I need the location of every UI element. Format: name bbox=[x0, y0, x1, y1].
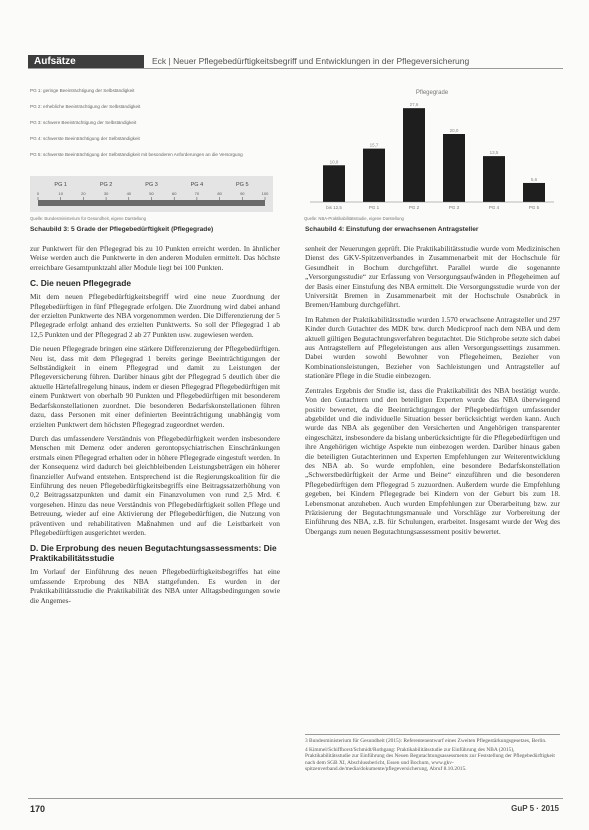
bar-value-label: 10,8 bbox=[329, 159, 339, 165]
grade-label: PG 2 bbox=[99, 182, 113, 188]
section-heading: D. Die Erprobung des neuen Begutachtungsassessments: Die Praktikabilitätsstudie bbox=[30, 543, 277, 564]
scale-tick-label: 90 bbox=[240, 191, 245, 196]
bar-value-label: 20,0 bbox=[449, 128, 459, 133]
scale-tick-label: 80 bbox=[217, 191, 222, 196]
footnotes bbox=[305, 734, 560, 775]
grade-label: PG 5 bbox=[236, 182, 249, 188]
legend-item: PG 3: schwere Beeinträchtigung der Selbständigkeit bbox=[30, 120, 137, 125]
paragraph: Im Rahmen der Praktikabilitätsstudie wurden 1.570 erwachsene Antragsteller und 297 Kinder durch Gutachter des MDK bzw. durch Medicproof nach dem NBA und dem aktuell gültigen Begutachtungsverfahren begutachtet. Die Stichprobe setzte sich dabei aus Antragstellern auf Pflegeleistungen aus allen Versorgungssettings zusammen. Dabei wurden sowohl Bewohner von Pflegeheimen, Bezieher von Kombinationsleistungen, Bezieher von Sachleistungen und Antragsteller auf stationäre Pflege in die Studie einbezogen. bbox=[305, 314, 560, 381]
grade-label: PG 4 bbox=[190, 182, 204, 188]
bar-chart bbox=[304, 84, 560, 216]
chart-note: Quelle: NBA-Praktikabilitätsstudie, eigene Darstellung bbox=[304, 216, 404, 221]
figure-note: Quelle: Bundesministerium für Gesundheit, eigene Darstellung bbox=[30, 216, 146, 221]
bar bbox=[443, 134, 465, 202]
grade-label: PG 1 bbox=[54, 182, 67, 188]
grade-scale-graphic bbox=[30, 176, 273, 212]
category-label: bis 12,5 bbox=[326, 205, 342, 210]
paragraph: Mit dem neuen Pflegebedürftigkeitsbegriff wird eine neue Zuordnung der Pflegebedürftigen in fünf Pflegegrade erfolgen. Die Zuordnung wird dabei anhand der erzielten Punktwerte des NBA vorgenommen werden. Die Differenzierung der 5 Pflegegrade erfolgt anhand des erzielten Punktwerts. So soll der Pflegegrad 1 ab 12,5 Punkten und der Pflegegrad 2 ab 27 Punkten usw. zugewiesen werden. bbox=[30, 292, 280, 339]
bar-value-label: 13,5 bbox=[489, 150, 499, 156]
scale-tick-label: 70 bbox=[194, 191, 200, 196]
bar-value-label: 27,6 bbox=[409, 102, 419, 108]
legend-item: PG 5: schwerste Beeinträchtigung der Selbständigkeit mit besonderen Anforderungen an die Versorgung bbox=[30, 152, 243, 157]
paragraph: Zentrales Ergebnis der Studie ist, dass die Praktikabilität des NBA bestätigt wurde. Von den Gutachtern und den beteiligten Experten wurde das NBA überwiegend positiv bewertet, da die Beeinträchtigungen der Pflegebedürftigen umfassender abgebildet und die individuelle Situation besser berücksichtigt werden kann. Auch wurde das NBA als gegenüber den Versicherten und Angehörigen transparenter eingeschätzt, insbesondere da bislang unberücksichtigte für die Pflegebedürftigen und ihre Angehörigen wichtige Aspekte nun einbezogen werden. Darüber hinaus gaben die beteiligten Gutachterinnen und Experten Empfehlungen zur Weiterentwicklung des NBA ab. So wurde empfohlen, eine besondere Bedarfskonstellation „Schwerstbedürftigkeit der Arme und Beine“ einzuführen und die besonderen Pflegebedürftigen dem Pflegegrad 5 zuzuordnen. Außerdem wurde die Empfehlung gegeben, bei Kindern Pflegegrade bei Kindern von der Geburt bis zum 18. Lebensmonat anzuheben. Auch wurden Empfehlungen zur Überarbeitung bzw. zur Präzisierung der Begutachtungsmanuale und Vorschläge zur Vorbereitung der Einführung des NBA, z.B. für Schulungen, erarbeitet. Insgesamt wurde der Weg des Übergangs zum neuen Begutachtungsassessment positiv bewertet. bbox=[305, 385, 560, 536]
journal-issue: GuP 5 · 2015 bbox=[511, 804, 559, 813]
legend-item: PG 2: erhebliche Beeinträchtigung der Selbständigkeit bbox=[30, 104, 141, 109]
section-tag: Aufsätze bbox=[28, 55, 144, 68]
bar bbox=[483, 156, 505, 202]
scale-tick-label: 60 bbox=[171, 191, 177, 196]
category-label: PG 4 bbox=[488, 205, 500, 210]
scale-tick-label: 0 bbox=[36, 191, 40, 196]
figure-bar-chart bbox=[304, 84, 560, 224]
section-heading: C. Die neuen Pflegegrade bbox=[30, 278, 131, 289]
scale-tick-label: 10 bbox=[58, 191, 63, 196]
bar bbox=[363, 149, 385, 202]
paragraph: senheit der Neuerungen geprüft. Die Praktikabilitätsstudie wurde vom Medizinischen Dienst des GKV-Spitzenverbandes in Zusammenarbeit mit der Hochschule für Gesundheit in Bochum durchgeführt. Parallel wurde die sogenannte „Versorgungsstudie“ zur Erfassung von Versorgungsaufwänden in Pflegeheimen auf der Basis einer Einstufung des NBA ermittelt. Die Versorgungsstudie wurde von der Universität Bremen in Zusammenarbeit mit der Hochschule Osnabrück in Bremen/Hamburg durchgeführt. bbox=[305, 244, 560, 310]
figure-caption-3: Schaubild 3: 5 Grade der Pflegebedürftigkeit (Pflegegrade) bbox=[30, 226, 214, 233]
legend-item: PG 1: geringe Beeinträchtigung der Selbständigkeit bbox=[30, 88, 135, 93]
category-label: PG 1 bbox=[368, 205, 380, 210]
footnote: 3 Bundesministerium für Gesundheit (2015): Referentenentwurf eines Zweiten Pflegestärkungsgesetzes, Berlin. bbox=[305, 738, 547, 744]
scale-tick-label: 40 bbox=[126, 191, 132, 196]
category-label: PG 5 bbox=[528, 205, 540, 210]
scale-tick-label: 100 bbox=[261, 191, 269, 196]
paragraph: zur Punktwert für den Pflegegrad bis zu 10 Punkten erreicht werden. In ähnlicher Weise werden auch die Punktwerte in den anderen Modulen ermittelt. Das höchste erreichbare Gesamtpunktzahl aller Module liegt bei 100 Punkten. bbox=[30, 244, 280, 272]
category-label: PG 2 bbox=[408, 205, 420, 210]
chart-title: Pflegegrade bbox=[415, 90, 449, 96]
bar bbox=[523, 183, 545, 202]
paragraph: Im Vorlauf der Einführung des neuen Pflegebedürftigkeitsbegriffes hat eine umfassende Erprobung des NBA stattgefunden. Es wurden in der Praktikabilitätsstudie die Praktikabilität des NBA unter Alltagsbedingungen sowie die Angemes- bbox=[30, 567, 280, 605]
grade-label: PG 3 bbox=[145, 182, 158, 188]
bar bbox=[323, 165, 345, 202]
right-column bbox=[305, 244, 560, 541]
figure-pflegegrade-scale bbox=[30, 84, 275, 224]
bar-value-label: 5,6 bbox=[530, 176, 538, 182]
running-header bbox=[28, 55, 563, 69]
page-number: 170 bbox=[30, 804, 46, 814]
scale-tick-label: 50 bbox=[149, 191, 154, 196]
figure-caption-4: Schaubild 4: Einstufung der erwachsenen Antragsteller bbox=[305, 226, 479, 233]
bar-value-label: 15,7 bbox=[369, 142, 379, 148]
bar bbox=[403, 108, 425, 202]
scale-tick-label: 30 bbox=[103, 191, 109, 196]
scale-tick-label: 20 bbox=[81, 191, 86, 196]
left-column bbox=[30, 244, 280, 610]
paragraph: Die neuen Pflegegrade bringen eine stärkere Differenzierung der Pflegebedürftigen. Neu ist, dass mit dem Pflegegrad 1 bereits geringe Beeinträchtigungen der Selbständigkeit in einem Pflegegrad und damit zu Leistungen der Pflegeversicherung führen. Darüber hinaus gibt der Pflegegrad 5 deutlich über die aktuelle Härtefallregelung hinaus, indem er diesen Pflegegrad Pflegebedürftigen mit einem Punktwert von oberhalb 90 Punkten und Pflegebedürftigen mit besonderem Bedarfskonstellationen zuordnet. Die besonderen Bedarfskonstellationen führen dazu, dass Personen mit einer definierten Beeinträchtigung unabhängig vom erzielten Punktwert dem höchsten Pflegegrad zugeordnet werden. bbox=[30, 344, 280, 429]
footer-rule bbox=[28, 798, 563, 799]
category-label: PG 3 bbox=[448, 205, 460, 210]
paragraph: Durch das umfassendere Verständnis von Pflegebedürftigkeit werden insbesondere Menschen mit Demenz oder anderen gerontopsychiatrischen Einschränkungen erstmals einen Pflegegrad erhalten oder in höhere Pflegegrade eingestuft werden. In der Konsequenz wird dadurch bei gleichbleibenden Leistungsbeträgen ein höherer finanzieller Aufwand entstehen. Entsprechend ist die Regierungskoalition für die Einführung des neuen Pflegebedürftigkeitsbegriffs eine Beitragssatzerhöhung von 0,2 Beitragssatzpunkten und damit ein Finanzvolumen von rund 2,5 Mrd. € vorgesehen. Hinzu das neue Verständnis von Pflegebedürftigkeit sollen Pflege und Betreuung, wieder auf eine Aktivierung der Pflegebedürftigen, die Nutzung von präventiven und rehabilitativen Maßnahmen und auf die Leistbarkeit von Pflegebedürftigen ausgerichtet werden. bbox=[30, 433, 280, 537]
footnote: 4 Kimmel/Schiffhorst/Schmidt/Rothgang: Praktikabilitätsstudie zur Einführung des NBA (2015), Praktikabilitätsstudie zur Einführung des Neuen Begutachtungsassessments zur Feststellung der Pflegebedürftigkeit nach dem SGB XI, Abschlussbericht, Essen und Bochum, www.gkv-spitzenverband.de/media/dokumente/pflegeversicherung, Abruf 8.10.2015. bbox=[305, 746, 555, 773]
legend-item: PG 4: schwerste Beeinträchtigung der Selbständigkeit bbox=[30, 136, 140, 141]
running-title: Eck | Neuer Pflegebedürftigkeitsbegriff und Entwicklungen in der Pflegeversicherung bbox=[152, 56, 470, 66]
